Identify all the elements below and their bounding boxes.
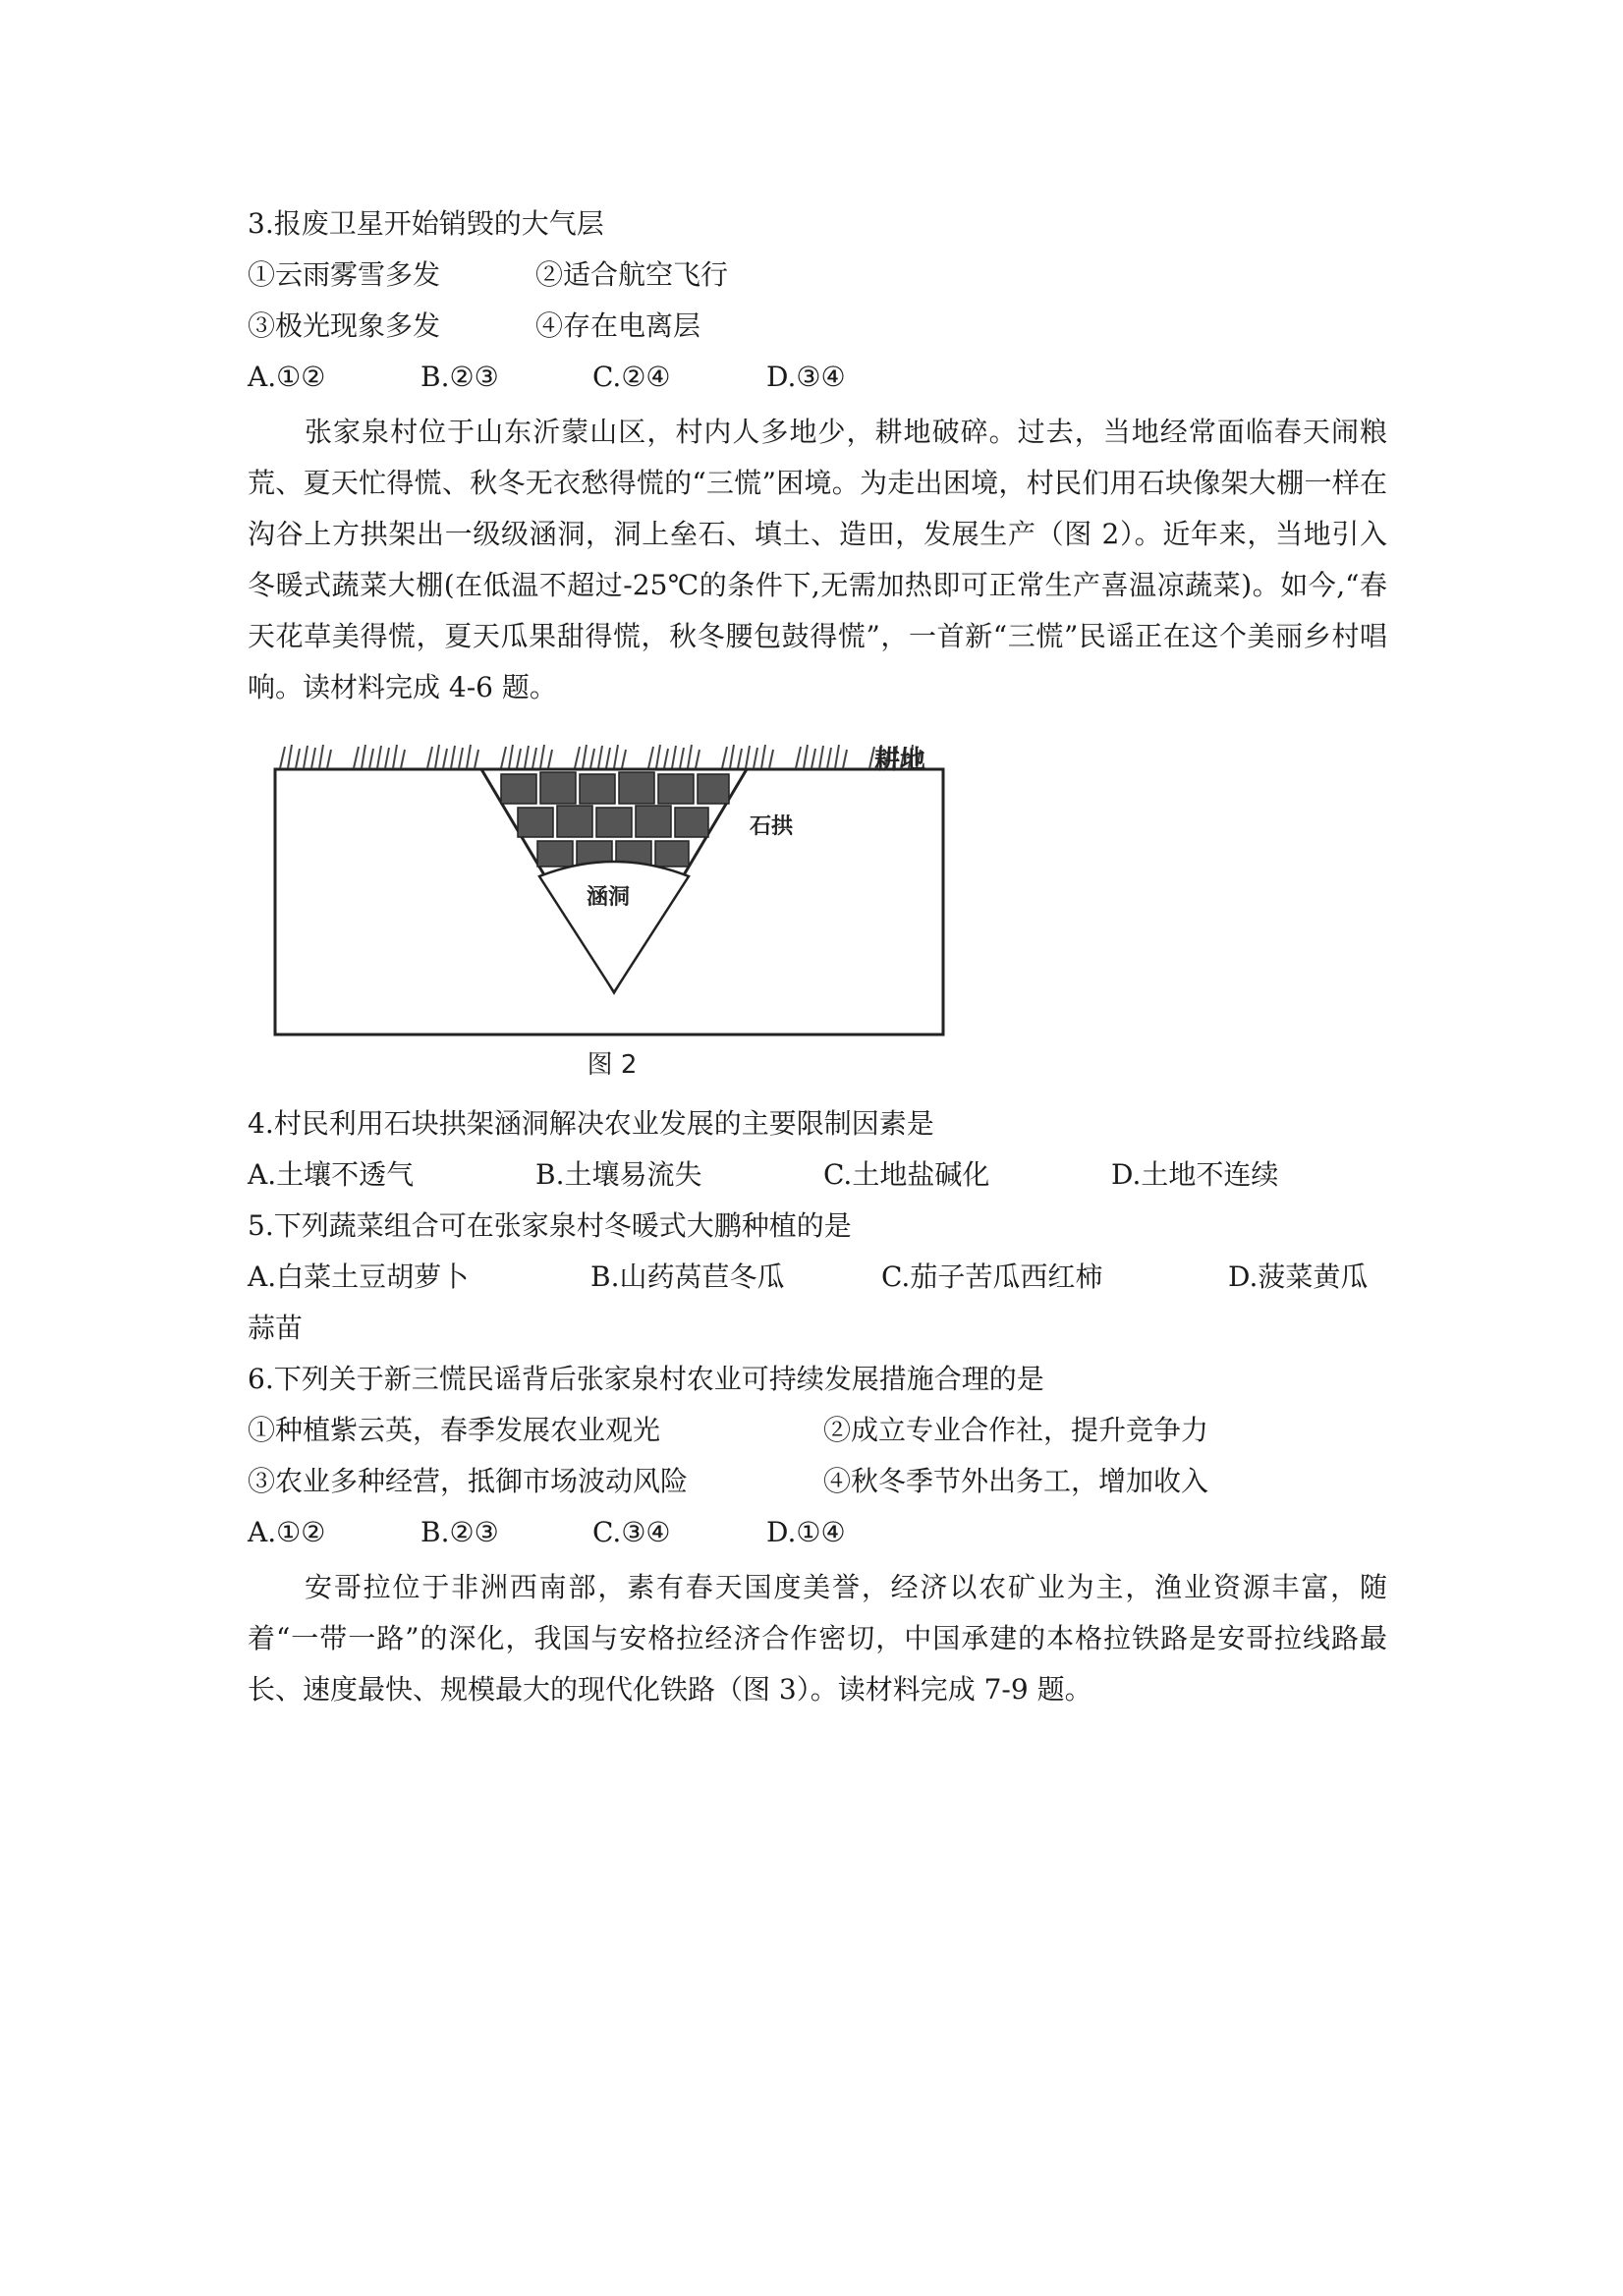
q5-choice-b: B.山药莴苣冬瓜 xyxy=(590,1260,785,1293)
q3-stem: 3.报废卫星开始销毁的大气层 xyxy=(248,207,604,240)
q6-item-4: ④秋冬季节外出务工，增加收入 xyxy=(823,1465,1209,1497)
q6-item-1: ①种植紫云英，春季发展农业观光 xyxy=(248,1414,661,1446)
q5-choice-c: C.茄子苦瓜西红柿 xyxy=(881,1260,1103,1293)
q3-choice-c: C.②④ xyxy=(592,361,671,393)
q4-stem: 4.村民利用石块拱架涵洞解决农业发展的主要限制因素是 xyxy=(248,1107,934,1140)
q5-choice-d-wrap: 蒜苗 xyxy=(248,1312,304,1344)
label-stone-arch: 石拱 xyxy=(750,814,794,839)
q6-choice-b: B.②③ xyxy=(420,1516,499,1548)
q4-choice-c: C.土地盐碱化 xyxy=(823,1158,990,1191)
q3-item-3: ③极光现象多发 xyxy=(248,309,441,342)
q6-item-3: ③农业多种经营，抵御市场波动风险 xyxy=(248,1465,689,1497)
q5-stem: 5.下列蔬菜组合可在张家泉村冬暖式大鹏种植的是 xyxy=(248,1209,852,1242)
q4-choice-b: B.土壤易流失 xyxy=(535,1158,702,1191)
q3-item-4: ④存在电离层 xyxy=(535,309,701,342)
q4-choice-a: A.土壤不透气 xyxy=(248,1158,415,1191)
q6-choice-a: A.①② xyxy=(248,1516,326,1548)
q6-choice-c: C.③④ xyxy=(592,1516,671,1548)
culvert-shape xyxy=(539,862,689,992)
q6-item-2: ②成立专业合作社，提升竞争力 xyxy=(823,1414,1209,1446)
label-farmland: 耕地 xyxy=(874,746,926,775)
q6-choice-d: D.①④ xyxy=(766,1516,846,1548)
figure-2-caption: 图 2 xyxy=(587,1050,638,1080)
passage-zhangjiaquan: 张家泉村位于山东沂蒙山区，村内人多地少，耕地破碎。过去，当地经常面临春天闹粮荒、夏天忙得慌、秋冬无衣愁得慌的“三慌”困境。为走出困境，村民们用石块像架大棚一样在沟谷上方拱架出一级级涵洞，洞上垒石、填土、造田，发展生产（图 2）。近年来，当地引入冬暖式蔬菜大棚(在低温不超过-25℃的条件下,无需加热即可正常生产喜温凉蔬菜)。如今,“春天花草美得慌，夏天瓜果甜得慌，秋冬腰包鼓得慌”，一首新“三慌”民谣正在这个美丽乡村唱响。读材料完成 4-6 题。 xyxy=(248,416,1387,703)
crop-row xyxy=(280,745,921,768)
figure-2-diagram xyxy=(260,727,1027,1091)
q6-stem: 6.下列关于新三慌民谣背后张家泉村农业可持续发展措施合理的是 xyxy=(248,1363,1044,1395)
q5-choice-a: A.白菜土豆胡萝卜 xyxy=(248,1260,470,1293)
q3-choice-d: D.③④ xyxy=(766,361,846,393)
q3-item-1: ①云雨雾雪多发 xyxy=(248,258,441,291)
q3-item-2: ②适合航空飞行 xyxy=(535,258,729,291)
passage-angola: 安哥拉位于非洲西南部，素有春天国度美誉，经济以农矿业为主，渔业资源丰富，随着“一带一路”的深化，我国与安格拉经济合作密切，中国承建的本格拉铁路是安哥拉线路最长、速度最快、规模最大的现代化铁路（图 3）。读材料完成 7-9 题。 xyxy=(248,1571,1387,1706)
q4-choice-d: D.土地不连续 xyxy=(1111,1158,1279,1191)
label-culvert: 涵洞 xyxy=(587,885,631,910)
q5-choice-d: D.菠菜黄瓜 xyxy=(1228,1260,1369,1293)
q3-choice-a: A.①② xyxy=(248,361,326,393)
q3-choice-b: B.②③ xyxy=(420,361,499,393)
